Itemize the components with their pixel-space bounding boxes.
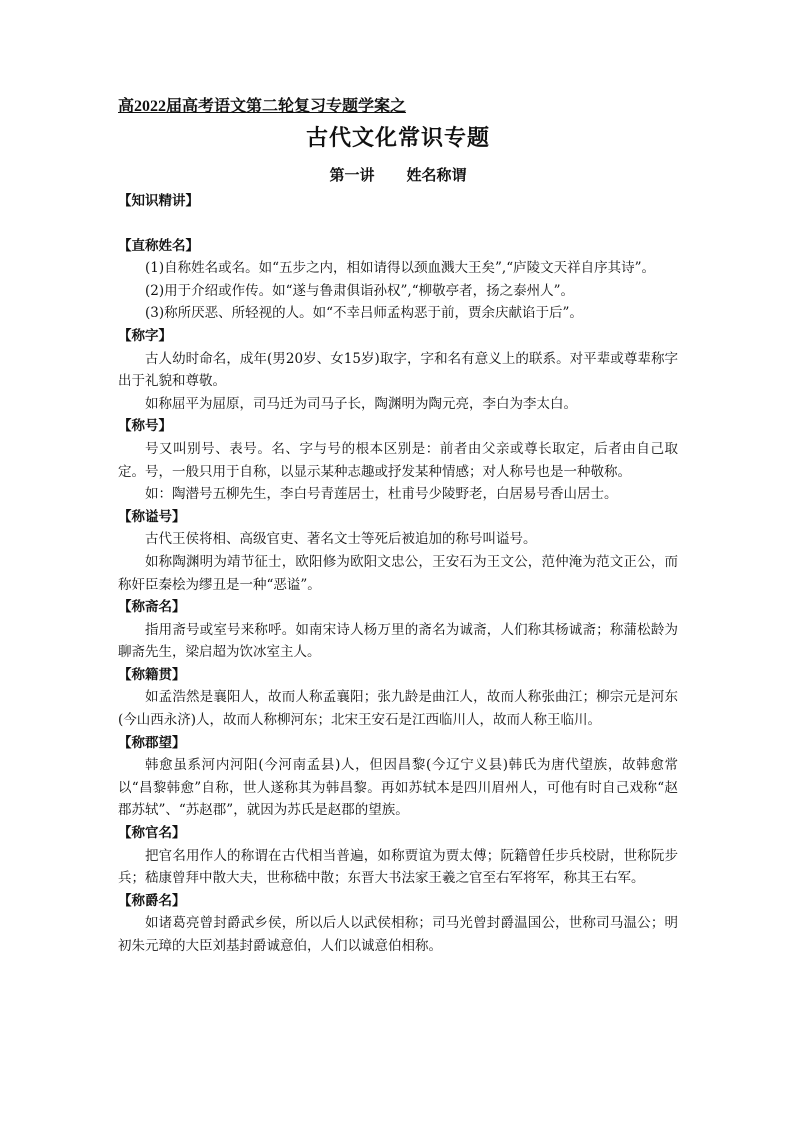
- paragraph: (2)用于介绍或作传。如“遂与鲁肃俱诣孙权”,“柳敬亭者，扬之泰州人”。: [145, 282, 575, 299]
- section-courtesy-name: [118, 325, 678, 415]
- section-title: 【称郡望】: [118, 734, 186, 751]
- paragraph: 如称陶渊明为靖节征士，欧阳修为欧阳文忠公，王安石为王文公，范仲淹为范文正公，而称奸臣秦桧为缪丑是一种“恶谥”。: [118, 553, 678, 593]
- paragraph: 把官名用作人的称谓在古代相当普遍，如称贾谊为贾太傅；阮籍曾任步兵校尉，世称阮步兵；嵇康曾拜中散大夫，世称嵇中散；东晋大书法家王羲之官至右军将军，称其王右军。: [118, 847, 678, 887]
- paragraph: (3)称所厌恶、所轻视的人。如“不幸吕师孟构恶于前，贾余庆献谄于后”。: [145, 305, 583, 322]
- section-title: 【称谥号】: [118, 508, 186, 525]
- paragraph: 号又叫别号、表号。名、字与号的根本区别是：前者由父亲或尊长取定，后者由自己取定。号，一般只用于自称，以显示某种志趣或抒发某种情感；对人称号也是一种敬称。: [118, 440, 678, 480]
- section-native-place: [118, 664, 678, 732]
- paragraph: 如称屈平为屈原，司马迁为司马子长，陶渊明为陶元亮，李白为李太白。: [145, 395, 577, 412]
- section-direct-name: [118, 235, 678, 325]
- paragraph: 如：陶潜号五柳先生，李白号青莲居士，杜甫号少陵野老，白居易号香山居士。: [145, 486, 618, 503]
- section-title: 【称号】: [118, 418, 172, 435]
- lecture-topic: 姓名称谓: [406, 166, 467, 184]
- document-page: [118, 96, 678, 958]
- paragraph: 古代王侯将相、高级官吏、著名文士等死后被追加的称号叫谥号。: [145, 531, 537, 548]
- lecture-subtitle: [118, 164, 678, 186]
- section-art-name: [118, 415, 678, 505]
- section-title: 【直称姓名】: [118, 237, 199, 254]
- paragraph: 古人幼时命名，成年(男20岁、女15岁)取字，字和名有意义上的联系。对平辈或尊辈称字出于礼貌和尊敬。: [118, 350, 678, 390]
- paragraph: 如诸葛亮曾封爵武乡侯，所以后人以武侯相称；司马光曾封爵温国公，世称司马温公；明初朱元璋的大臣刘基封爵诚意伯，人们以诚意伯相称。: [118, 915, 678, 954]
- lecture-label: 第一讲: [329, 166, 375, 184]
- paragraph: (1)自称姓名或名。如“五步之内，相如请得以颈血溅大王矣”,“庐陵文天祥自序其诗”。: [145, 260, 656, 277]
- section-posthumous-name: [118, 506, 678, 596]
- section-title: 【称官名】: [118, 825, 186, 842]
- section-title: 【称字】: [118, 327, 172, 344]
- page-title: 古代文化常识专题: [305, 125, 490, 151]
- section-title: 【称籍贯】: [118, 666, 186, 683]
- section-clan-origin: [118, 732, 678, 822]
- paragraph: 如孟浩然是襄阳人，故而人称孟襄阳；张九龄是曲江人，故而人称张曲江；柳宗元是河东(今山西永济)人，故而人称柳河东；北宋王安石是江西临川人，故而人称王临川。: [118, 689, 678, 729]
- section-title: 【称斋名】: [118, 599, 186, 616]
- document-series-title: 高2022届高考语文第二轮复习专题学案之: [118, 98, 407, 115]
- section-official-title: [118, 822, 678, 890]
- section-title: 【称爵名】: [118, 892, 186, 909]
- paragraph: 指用斋号或室号来称呼。如南宋诗人杨万里的斋名为诚斋，人们称其杨诚斋；称蒲松龄为聊斋先生，梁启超为饮冰室主人。: [118, 621, 678, 661]
- paragraph: 韩愈虽系河内河阳(今河南孟县)人，但因昌黎(今辽宁义县)韩氏为唐代望族，故韩愈常以“昌黎韩愈”自称，世人遂称其为韩昌黎。再如苏轼本是四川眉州人，可他有时自己戏称“赵郡苏轼”、“苏赵郡”，就因为苏氏是赵郡的望族。: [118, 757, 678, 819]
- section-noble-title: [118, 890, 678, 958]
- knowledge-header: 【知识精讲】: [118, 193, 199, 209]
- section-studio-name: [118, 596, 678, 664]
